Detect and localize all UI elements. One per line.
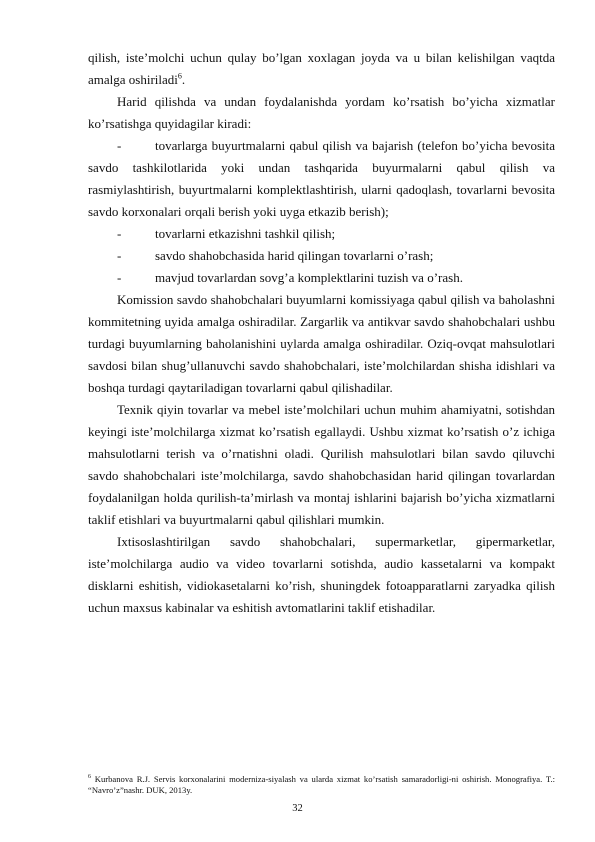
list-item	[88, 223, 555, 245]
list-item	[88, 135, 555, 223]
page-number: 32	[292, 803, 303, 814]
list-dash: -	[117, 270, 122, 285]
paragraph-1	[88, 47, 555, 91]
paragraph-1-text: qilish, iste’molchi uchun qulay bo’lgan xoxlagan joyda va u bilan kelishilgan vaqtda amalga oshiriladi	[88, 50, 555, 87]
paragraph-1-end: .	[181, 72, 186, 87]
paragraph-5: Ixtisoslashtirilgan savdo shahobchalari, supermarketlar, gipermarketlar, iste’molchilarga audio va video tovarlarni sotishda, audio kassetalarni va kompakt disklarni eshitish, vidiokasetalarni ko’rish, shuningdek fotoapparatlarni zaryadka qilish uchun maxsus kabinalar va eshitish avtomatlarini taklif etishadilar.	[88, 534, 555, 615]
list-dash: -	[117, 138, 122, 153]
footnote-reference[interactable]: 6	[177, 71, 182, 81]
list-dash: -	[117, 226, 122, 241]
paragraph-2: Harid qilishda va undan foydalanishda yordam ko’rsatish bo’yicha xizmatlar ko’rsatishga quyidagilar kiradi:	[88, 94, 555, 131]
list-item-text: tovarlarga buyurtmalarni qabul qilish va bajarish (telefon bo’yicha bevosita savdo tashkilotlarida yoki undan tashqarida buyurmalarni qabul qilish va rasmiylashtirish, buyurtmalarni komplektlashtirish, ularni qadoqlash, tovarlarni bevosita savdo korxonalari orqali berish yoki uyga etkazib berish);	[88, 138, 555, 219]
list-item-text: savdo shahobchasida harid qilingan tovarlarni o’rash;	[155, 248, 434, 263]
list-item	[88, 245, 555, 267]
list-item-text: mavjud tovarlardan sovg’a komplektlarini tuzish va o’rash.	[155, 270, 463, 285]
list-dash: -	[117, 248, 122, 263]
paragraph-3: Komission savdo shahobchalari buyumlarni komissiyaga qabul qilish va baholashni kommitetning uyida amalga oshiradilar. Zargarlik va antikvar savdo shahobchalari ushbu turdagi buyumlarning baholanishini uylarda amalga oshiradilar. Oziq-ovqat mahsulotlari savdosi bilan shug’ullanuvchi savdo shahobchalari, iste’molchilardan shisha idishlari va boshqa turdagi qaytariladigan tovarlarni qabul qilishadilar.	[88, 292, 555, 395]
footnote-mark: 6	[88, 774, 91, 781]
list-item-text: tovarlarni etkazishni tashkil qilish;	[155, 226, 336, 241]
footnote-area	[88, 774, 555, 796]
footnote	[88, 774, 555, 796]
document-body	[88, 47, 555, 619]
footnote-text: Kurbanova R.J. Servis korxonalarini moderniza-siyalash va ularda xizmat ko’rsatish samaradorligi-ni oshirish. Monografiya. T.: “Navro’z”nashr. DUK, 2013y.	[88, 774, 555, 795]
list-item	[88, 267, 555, 289]
paragraph-4: Texnik qiyin tovarlar va mebel iste’molchilari uchun muhim ahamiyatni, sotishdan keyingi iste’molchilarga xizmat ko’rsatish egallaydi. Ushbu xizmat ko’rsatish o’z ichiga mahsulotlarni terish va o’rnatishni oladi. Qurilish mahsulotlari bilan savdo qiluvchi savdo shahobchalari iste’molchilarga, savdo shahobchasidan harid qilingan tovarlardan foydalanilgan holda qurilish-ta’mirlash va montaj ishlarini bajarish bo’yicha xizmatlarni taklif etishlari va buyurtmalarni qabul qilishlari mumkin.	[88, 402, 555, 527]
